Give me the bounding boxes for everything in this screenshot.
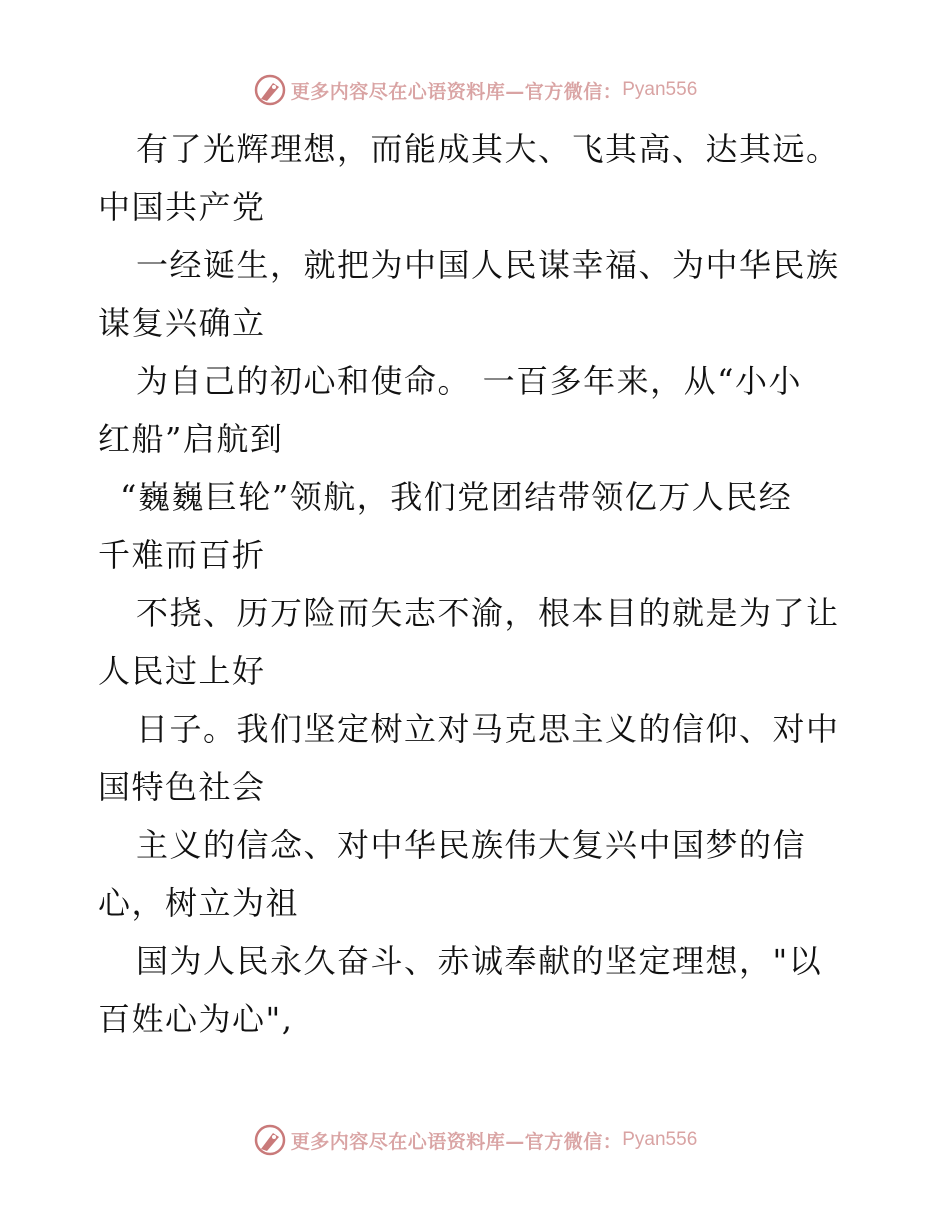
text-line: 日子。我们坚定树立对马克思主义的信仰、对中: [136, 710, 840, 748]
text-line: 人民过上好: [98, 652, 266, 690]
header-watermark: [0, 70, 950, 110]
text-line: 百姓心为心",: [98, 1000, 294, 1038]
footer-wechat-id: Pyan556: [622, 1129, 698, 1150]
pen-nib-logo-icon: [253, 73, 287, 107]
footer-watermark: [0, 1120, 950, 1160]
text-line: 有了光辉理想，而能成其大、飞其高、达其远。: [136, 130, 840, 168]
text-line: 不挠、历万险而矢志不渝，根本目的就是为了让: [136, 594, 840, 632]
text-line: 国特色社会: [98, 768, 266, 806]
text-line: 为自己的初心和使命。 一百多年来，从“小小: [136, 362, 803, 400]
header-brand-text: 更多内容尽在心语资料库—官方微信：: [290, 80, 623, 103]
text-line: 千难而百折: [98, 536, 266, 574]
text-line: 主义的信念、对中华民族伟大复兴中国梦的信: [136, 826, 807, 864]
pen-nib-logo-icon: [253, 1123, 287, 1157]
text-line: 谋复兴确立: [98, 304, 266, 342]
footer-brand-text: 更多内容尽在心语资料库—官方微信：: [290, 1130, 623, 1153]
text-line: 国为人民永久奋斗、赤诚奉献的坚定理想，"以: [136, 942, 823, 980]
document-body: [98, 120, 858, 1048]
text-line: 心，树立为祖: [98, 884, 300, 922]
text-line: “巍巍巨轮”领航，我们党团结带领亿万人民经: [120, 478, 793, 516]
text-line: 红船”启航到: [98, 420, 284, 458]
text-line: 中国共产党: [98, 188, 266, 226]
text-line: 一经诞生，就把为中国人民谋幸福、为中华民族: [136, 246, 840, 284]
header-wechat-id: Pyan556: [622, 79, 698, 100]
